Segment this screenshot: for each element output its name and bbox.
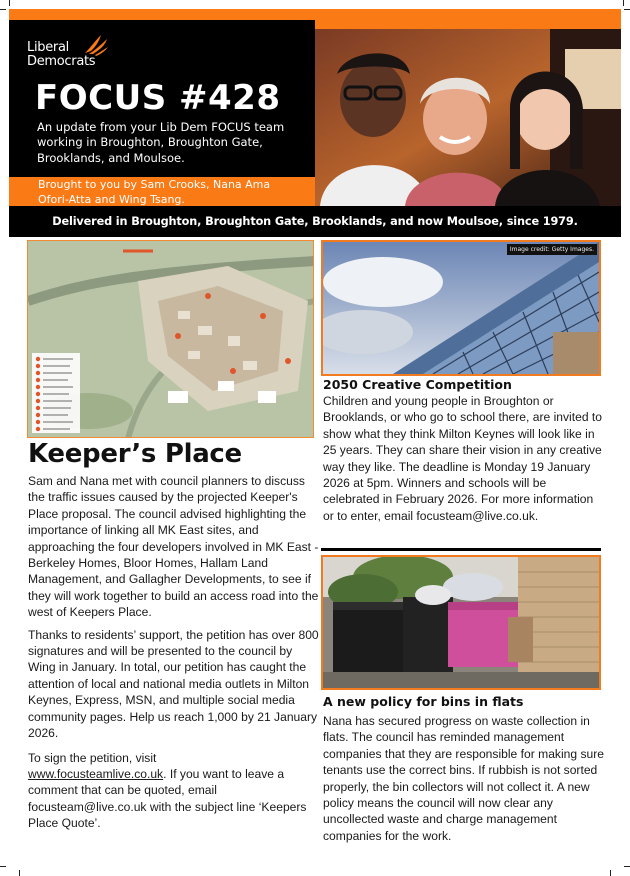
keepers-place-article (28, 473, 320, 838)
lib-dem-logo (27, 37, 127, 73)
crop-mark (9, 0, 10, 6)
keepers-paragraph-2: Thanks to residents’ support, the petition has over 800 signatures and will be presented to the council by Wing in January. In total, our petition has caught the attention of local and national media outlets in Milton Keynes, Express, MSN, and multiple social media community pages. Help us reach 1,000 by 21 January 2026. (28, 627, 319, 741)
petition-link[interactable]: www.focusteamlive.co.uk (28, 766, 164, 781)
competition-photo (321, 240, 601, 376)
logo-line-2: Democrats (27, 54, 96, 69)
keepers-paragraph-3 (28, 750, 320, 832)
bins-body: Nana has secured progress on waste collection in flats. The council has reminded management companies that they are responsible for making sure tenants use the correct bins. If rubbish is not sorted properly, the bin collectors will not collect it. A new policy means the council will now clear any uncollected waste and charge management companies for the work. (323, 714, 604, 843)
crop-mark (0, 9, 6, 10)
header-authors: Brought to you by Sam Crooks, Nana Ama Ofori-Atta and Wing Tsang. (38, 178, 271, 206)
crop-mark (623, 0, 624, 6)
section-divider (321, 548, 601, 551)
competition-body: Children and young people in Broughton or Brooklands, or who go to school there, are invited to show what they think Milton Keynes will look like in 25 years. They can share their vision in any creative way they like. The deadline is Monday 19 January 2026 at 5pm. Winners and schools will be celebrated in February 2026. For more information or to enter, email focusteam@live.co.uk. (323, 394, 602, 523)
bins-heading: A new policy for bins in flats (323, 694, 524, 709)
petition-intro: To sign the petition, visit (28, 750, 157, 765)
bins-photo (321, 555, 601, 690)
crop-mark (610, 870, 611, 876)
image-credit: Image credit: Getty Images. (507, 244, 597, 255)
petition-rest: . If you want to leave a comment that can be quoted, email focusteam@live.co.uk with the subject line ‘Keepers Place Quote’. (28, 766, 307, 831)
team-photo (315, 29, 621, 206)
bird-icon (83, 33, 109, 57)
logo-line-1: Liberal (27, 40, 69, 55)
crop-mark (19, 870, 20, 876)
competition-heading: 2050 Creative Competition (323, 377, 512, 392)
keepers-place-map (27, 240, 314, 438)
keepers-paragraph-1: Sam and Nana met with council planners to discuss the traffic issues caused by the projected Keeper's Place proposal. The council advised highlighting the importance of linking all MK East sites, and approaching the four developers involved in MK East - Berkeley Homes, Bloor Homes, Hallam Land Management, and Gallagher Developments, to see if they will work together to build an access road into the west of Keepers Place. (28, 474, 319, 620)
focus-title: FOCUS #428 (35, 78, 281, 118)
crop-mark (624, 866, 630, 867)
crop-mark (624, 9, 630, 10)
delivered-banner: Delivered in Broughton, Broughton Gate, Brooklands, and now Moulsoe, since 1979. (9, 206, 621, 237)
header-intro: An update from your Lib Dem FOCUS team working in Broughton, Broughton Gate, Brooklands, and Moulsoe. (37, 120, 285, 165)
keepers-place-heading: Keeper’s Place (28, 439, 242, 469)
crop-mark (0, 866, 6, 867)
